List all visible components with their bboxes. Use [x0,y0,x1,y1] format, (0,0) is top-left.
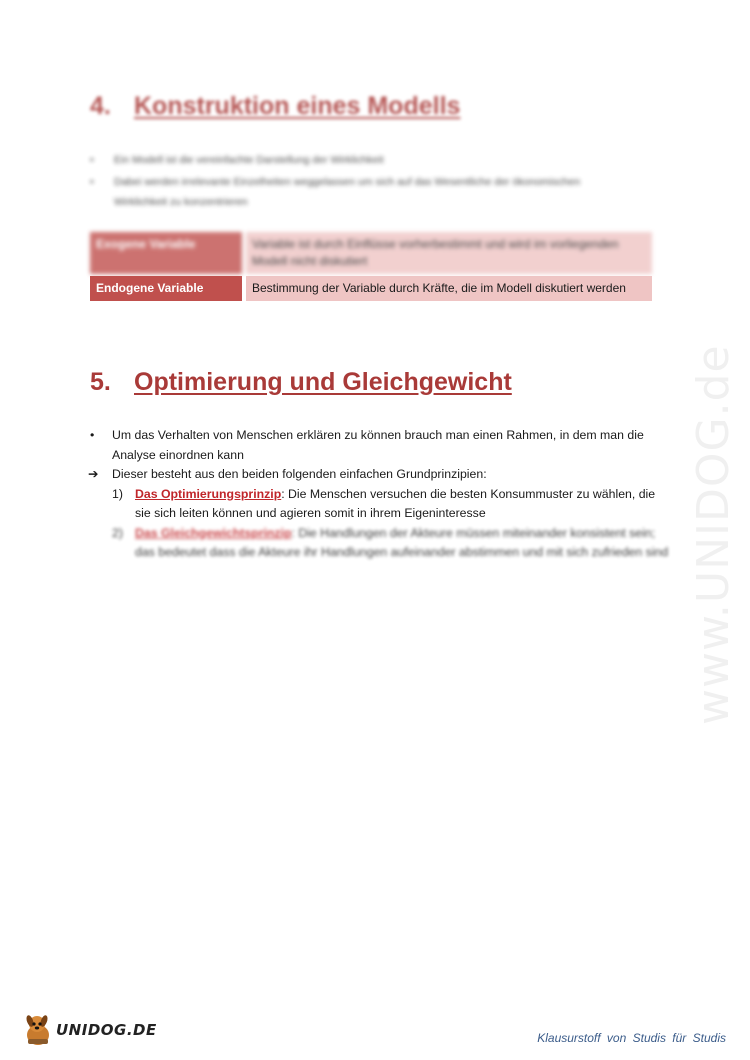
footer-tagline: Klausurstoff von Studis für Studis [537,1031,726,1045]
variable-definition-table [90,230,652,303]
section-4-bullet [90,150,610,170]
section-4-bullet-text: Dabei werden irrelevante Einzelheiten weggelassen um sich auf das Wesentliche der ökonomischen Wirklichkeit zu konzentrieren [114,176,581,208]
section-4-bullet-text: Ein Modell ist die vereinfachte Darstellung der Wirklichkeit [114,154,384,166]
table-value-cell: Variable ist durch Einflüsse vorherbestimmt und wird im vorliegenden Modell nicht diskutiert [242,232,652,274]
dog-mascot-icon [22,1013,54,1047]
section-5-number: 5. [90,368,111,396]
section-5-title: Optimierung und Gleichgewicht [134,368,512,396]
table-row [90,232,652,274]
bullet-dot-icon: • [90,428,95,442]
watermark: www.UNIDOG.de [688,344,739,725]
bullet-dot-icon: • [90,176,94,188]
numbered-item [112,485,670,524]
term-optimierungsprinzip: Das Optimierungsprinzip [135,486,282,501]
list-item-text: Dieser besteht aus den beiden folgenden einfachen Grundprinzipien: [112,467,487,481]
table-key-cell: Endogene Variable [90,276,242,301]
list-item [90,426,670,465]
table-row [90,276,652,301]
bullet-dot-icon: • [90,154,94,166]
section-4-number: 4. [90,92,111,120]
item-description: : Die Menschen versuchen die besten Konsummuster zu wählen, die sie sich leiten können und agieren somit in ihrem Eigeninteresse [135,486,656,520]
section-4-heading [90,92,460,121]
unidog-logo [22,1012,157,1048]
arrow-right-icon: ➔ [88,467,99,481]
item-number: 2) [112,525,123,540]
numbered-item [112,524,670,563]
table-value-cell: Bestimmung der Variable durch Kräfte, die im Modell diskutiert werden [242,276,652,301]
item-text [112,524,670,563]
logo-text: UNIDOG.DE [56,1021,157,1039]
item-description: : Die Handlungen der Akteure müssen miteinander konsistent sein; das bedeutet dass die Akteure ihr Handlungen aufeinander abstimmen und mit sich zufrieden sind [135,525,669,559]
section-5-body [90,426,670,563]
section-4-title: Konstruktion eines Modells [134,92,461,120]
list-item-text: Um das Verhalten von Menschen erklären zu können brauch man einen Rahmen, in dem man die Analyse einordnen kann [112,428,644,462]
list-item [90,465,670,485]
section-4-bullet [90,172,610,212]
table-key-cell: Exogene Variable [90,232,242,274]
section-5-heading [90,368,512,397]
term-gleichgewichtsprinzip: Das Gleichgewichtsprinzip [135,525,292,540]
item-text [112,485,670,524]
item-number: 1) [112,486,123,501]
